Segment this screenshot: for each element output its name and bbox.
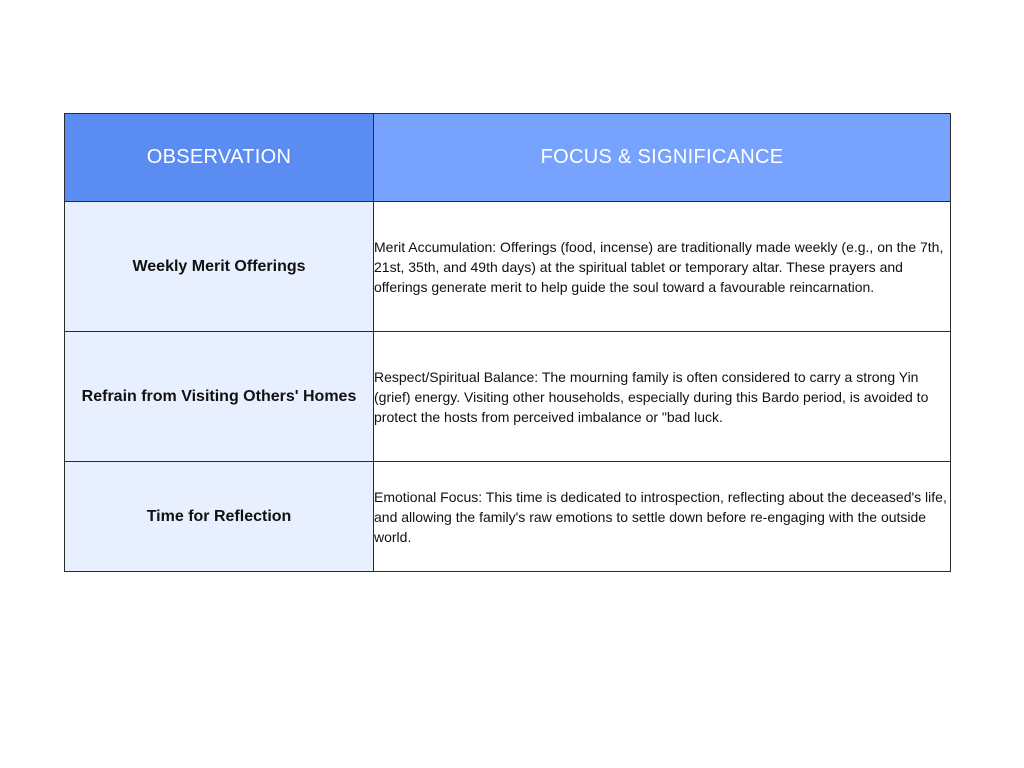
focus-text: Emotional Focus: This time is dedicated to introspection, reflecting about the deceased's life, and allowing the family's raw emotions to settle down before re-engaging with the outside world.: [374, 488, 947, 545]
focus-cell: [374, 332, 951, 462]
header-observation: OBSERVATION: [65, 114, 374, 202]
observation-cell: Time for Reflection: [65, 462, 374, 572]
focus-cell: [374, 202, 951, 332]
focus-cell: [374, 462, 951, 572]
table-row: [65, 462, 951, 572]
header-focus-significance: FOCUS & SIGNIFICANCE: [374, 114, 951, 202]
focus-text: Merit Accumulation: Offerings (food, incense) are traditionally made weekly (e.g., on the 7th, 21st, 35th, and 49th days) at the spiritual tablet or temporary altar. These prayers and offerings generate merit to help guide the soul toward a favourable reincarnation.: [374, 238, 944, 295]
table-header-row: [65, 114, 951, 202]
observation-cell: Refrain from Visiting Others' Homes: [65, 332, 374, 462]
table-row: [65, 202, 951, 332]
observations-table: [64, 113, 951, 572]
observation-cell: Weekly Merit Offerings: [65, 202, 374, 332]
table-row: [65, 332, 951, 462]
focus-text: Respect/Spiritual Balance: The mourning family is often considered to carry a strong Yin (grief) energy. Visiting other households, especially during this Bardo period, is avoided to protect the hosts from perceived imbalance or "bad luck.: [374, 368, 929, 425]
